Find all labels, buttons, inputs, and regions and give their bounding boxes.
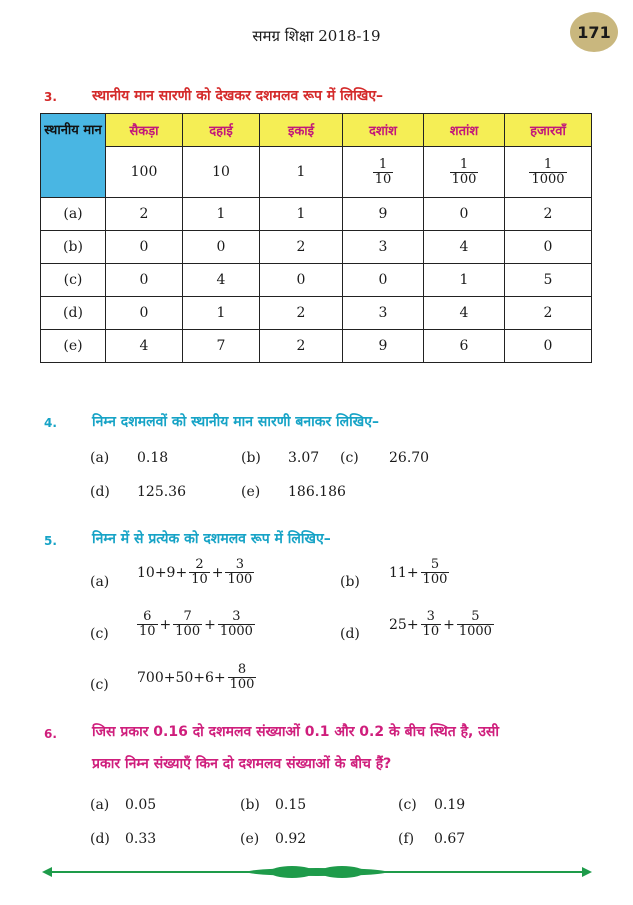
header-hundredths: शतांश <box>424 114 505 147</box>
question-6-line-2: प्रकार निम्न संख्याएँ किन दो दशमलव संख्याओं के बीच हैं? <box>92 756 392 772</box>
table-corner-label: स्थानीय मान <box>41 114 106 198</box>
table-cell: 5 <box>505 264 592 297</box>
frac-den: 1000 <box>458 624 492 639</box>
expression-e <box>137 663 256 692</box>
place-value-1: 1 <box>260 147 343 198</box>
option-label: (e) <box>240 831 260 847</box>
option-value: 0.15 <box>275 797 307 813</box>
table-cell: 0 <box>424 198 505 231</box>
option-label: (a) <box>90 574 110 590</box>
table-cell: 1 <box>183 297 260 330</box>
option-value: 3.07 <box>288 450 320 466</box>
frac-den: 100 <box>227 572 253 587</box>
table-cell: 2 <box>260 231 343 264</box>
option-label: (e) <box>241 484 261 500</box>
expr-term: + <box>211 564 224 581</box>
page-header: समग्र शिक्षा 2018-19 <box>252 27 381 45</box>
frac-num: 2 <box>195 557 204 572</box>
table-cell: 0 <box>505 231 592 264</box>
expr-term: + <box>159 616 172 633</box>
table-cell: 1 <box>260 198 343 231</box>
option-value: 0.33 <box>125 831 157 847</box>
option-value: 0.05 <box>125 797 157 813</box>
expression-a <box>137 558 254 587</box>
question-4-text: निम्न दशमलवों को स्थानीय मान सारणी बनाकर लिखिए– <box>92 414 379 430</box>
option-value: 0.92 <box>275 831 307 847</box>
table-row <box>41 297 592 330</box>
question-4-number: 4. <box>44 416 57 430</box>
option-label: (c) <box>90 677 109 693</box>
table-cell: 6 <box>424 330 505 363</box>
frac-den: 10 <box>374 171 392 187</box>
table-cell: 9 <box>343 330 424 363</box>
frac-den: 10 <box>139 624 156 639</box>
frac-den: 100 <box>451 171 477 187</box>
table-place-value-row <box>41 147 592 198</box>
frac-num: 1 <box>543 156 553 172</box>
frac-num: 8 <box>237 662 247 677</box>
frac-num: 7 <box>183 609 192 624</box>
table-cell: 0 <box>260 264 343 297</box>
header-tens: दहाई <box>183 114 260 147</box>
place-value-hundredth <box>424 147 505 198</box>
option-value: 0.67 <box>434 831 466 847</box>
place-value-thousandth <box>505 147 592 198</box>
table-cell: 4 <box>183 264 260 297</box>
table-cell: 0 <box>106 297 183 330</box>
table-header-row <box>41 114 592 147</box>
expr-term: 700+50+6+ <box>137 669 226 686</box>
row-label: (a) <box>41 198 106 231</box>
table-cell: 2 <box>505 297 592 330</box>
option-value: 0.18 <box>137 450 169 466</box>
table-cell: 0 <box>505 330 592 363</box>
table-cell: 0 <box>106 231 183 264</box>
option-label: (b) <box>340 574 360 590</box>
decorative-divider <box>42 862 592 882</box>
option-label: (b) <box>240 797 260 813</box>
frac-num: 3 <box>232 609 241 624</box>
expression-d <box>389 610 494 639</box>
expr-term: + <box>443 616 455 633</box>
frac-den: 100 <box>229 677 255 692</box>
option-value: 125.36 <box>137 484 186 500</box>
table-cell: 0 <box>106 264 183 297</box>
option-label: (a) <box>90 797 110 813</box>
option-value: 26.70 <box>389 450 430 466</box>
table-cell: 2 <box>505 198 592 231</box>
place-value-table <box>40 113 592 363</box>
option-label: (b) <box>241 450 261 466</box>
header-tenths: दशांश <box>343 114 424 147</box>
frac-num: 5 <box>471 609 480 624</box>
option-label: (d) <box>90 484 110 500</box>
frac-den: 100 <box>175 624 201 639</box>
option-label: (c) <box>90 626 109 642</box>
option-value: 186.186 <box>288 484 346 500</box>
header-thousandths: हजारवाँ <box>505 114 592 147</box>
table-row <box>41 330 592 363</box>
table-row <box>41 198 592 231</box>
question-6-line-1: जिस प्रकार 0.16 दो दशमलव संख्याओं 0.1 और 0.2 के बीच स्थित है, उसी <box>92 724 499 740</box>
expr-term: 25+ <box>389 616 419 633</box>
frac-den: 10 <box>422 624 440 639</box>
header-ones: इकाई <box>260 114 343 147</box>
frac-num: 6 <box>143 609 152 624</box>
option-label: (a) <box>90 450 110 466</box>
table-cell: 3 <box>343 231 424 264</box>
option-label: (d) <box>340 626 360 642</box>
header-hundreds: सैकड़ा <box>106 114 183 147</box>
frac-den: 1000 <box>219 624 253 639</box>
row-label: (d) <box>41 297 106 330</box>
table-cell: 2 <box>106 198 183 231</box>
table-cell: 7 <box>183 330 260 363</box>
expr-term: 10+9+ <box>137 564 188 581</box>
table-cell: 9 <box>343 198 424 231</box>
expression-b <box>389 558 449 587</box>
expression-c <box>137 610 255 639</box>
question-3-number: 3. <box>44 90 57 104</box>
question-3-text: स्थानीय मान सारणी को देखकर दशमलव रूप में लिखिए– <box>92 88 384 104</box>
option-label: (c) <box>340 450 359 466</box>
place-value-tenth <box>343 147 424 198</box>
question-5-number: 5. <box>44 534 57 548</box>
table-cell: 2 <box>260 297 343 330</box>
frac-num: 3 <box>426 609 435 624</box>
question-5-text: निम्न में से प्रत्येक को दशमलव रूप में लिखिए– <box>92 531 331 547</box>
frac-den: 100 <box>422 572 448 587</box>
table-cell: 1 <box>424 264 505 297</box>
frac-num: 1 <box>459 156 469 172</box>
row-label: (b) <box>41 231 106 264</box>
table-cell: 1 <box>183 198 260 231</box>
option-value: 0.19 <box>434 797 466 813</box>
table-cell: 3 <box>343 297 424 330</box>
table-cell: 4 <box>424 297 505 330</box>
frac-num: 3 <box>235 557 245 572</box>
table-cell: 0 <box>343 264 424 297</box>
option-label: (d) <box>90 831 110 847</box>
row-label: (e) <box>41 330 106 363</box>
table-cell: 0 <box>183 231 260 264</box>
question-6-number: 6. <box>44 727 57 741</box>
table-cell: 2 <box>260 330 343 363</box>
frac-den: 1000 <box>531 171 565 187</box>
option-label: (f) <box>398 831 415 847</box>
expr-term: 11+ <box>389 564 419 581</box>
table-row <box>41 264 592 297</box>
table-cell: 4 <box>106 330 183 363</box>
option-label: (c) <box>398 797 417 813</box>
frac-num: 5 <box>430 557 440 572</box>
table-row <box>41 231 592 264</box>
row-label: (c) <box>41 264 106 297</box>
place-value-100: 100 <box>106 147 183 198</box>
expr-term: + <box>204 616 216 633</box>
table-cell: 4 <box>424 231 505 264</box>
place-value-10: 10 <box>183 147 260 198</box>
frac-den: 10 <box>191 572 208 587</box>
page-number-badge: 171 <box>570 12 618 52</box>
frac-num: 1 <box>378 156 388 172</box>
